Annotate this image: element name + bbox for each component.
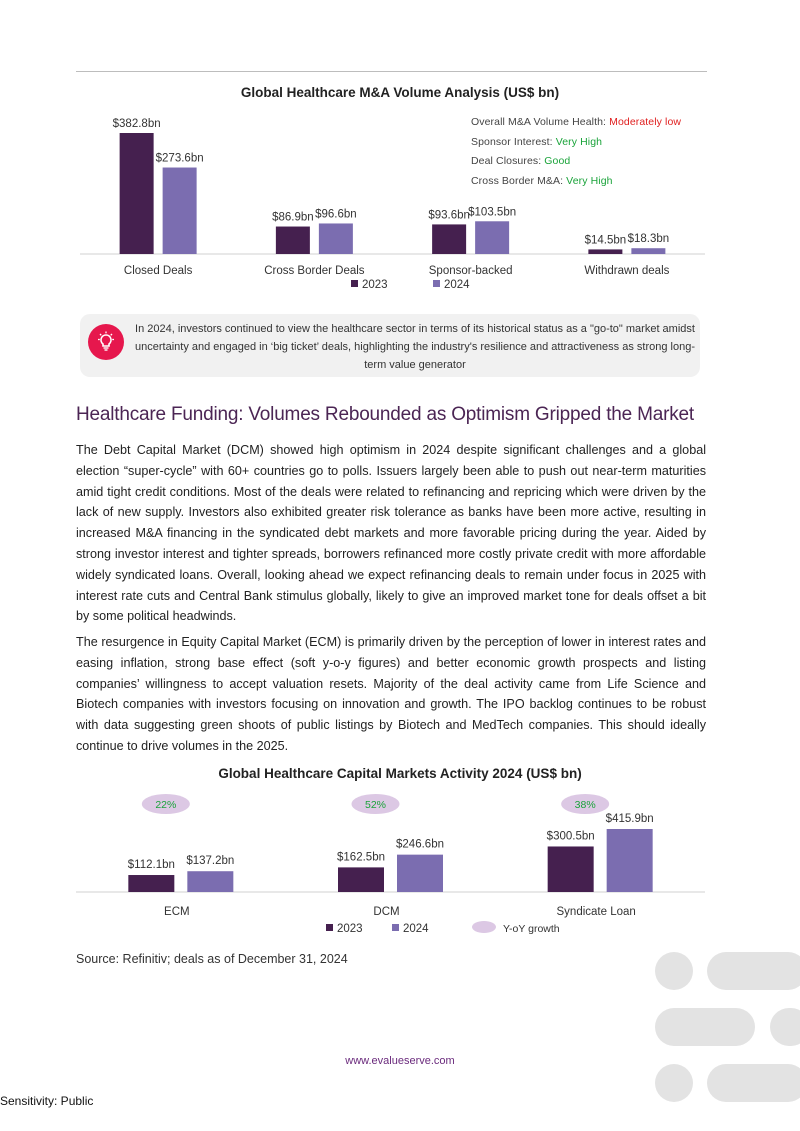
growth-label: 38% [574, 799, 596, 811]
health-sponsor: Sponsor Interest: Very High [471, 135, 603, 148]
health-closures: Deal Closures: Good [471, 155, 571, 167]
growth-label: 22% [155, 799, 177, 811]
legend-swatch-2024 [433, 280, 440, 287]
data-label: $93.6bn [428, 209, 470, 222]
chart2-title: Global Healthcare Capital Markets Activity 2024 (US$ bn) [218, 766, 582, 781]
data-label: $300.5bn [546, 830, 595, 843]
bar-2023 [276, 227, 310, 254]
decor-shape [770, 1008, 800, 1046]
bar-2023 [120, 133, 154, 254]
decor-shape [655, 1064, 693, 1102]
data-label: $112.1bn [127, 859, 175, 872]
bar-2024 [187, 871, 233, 892]
paragraph-ecm: The resurgence in Equity Capital Market (ECM) is primarily driven by the perception of lower in interest rates and easing inflation, strong base effect (soft y-o-y figures) and better economic growth prospects and listing companies’ willingness to accept valuation resets. Majority of the deal activity came from Life Science and Biotech companies with investors focusing on innovation and growth. The IPO backlog continues to be robust with data suggesting green shoots of public listings by Biotech and MedTech companies. This should ideally continue to drive volumes in the 2025. [76, 635, 706, 753]
decor-shape [655, 1008, 755, 1046]
decor-shape [707, 952, 800, 990]
bar-2024 [319, 223, 353, 254]
category-label: Sponsor-backed [428, 265, 513, 277]
bar-2023 [548, 846, 594, 892]
bar-2023 [432, 224, 466, 254]
callout-text: In 2024, investors continued to view the healthcare sector in terms of its historical status as a "go-to" market amidst uncertainty and engaged in ‘big ticket’ deals, highlighting the industry's resilience and attractiveness as strong long-term value generator [135, 323, 695, 371]
data-label: $415.9bn [605, 813, 654, 825]
legend-label: 2024 [444, 279, 470, 291]
legend-label: Y-oY growth [503, 923, 560, 935]
category-label: Cross Border Deals [264, 265, 365, 277]
sensitivity-label: Sensitivity: Public [0, 1094, 94, 1108]
data-label: $86.9bn [272, 211, 314, 224]
category-label: Syndicate Loan [556, 906, 636, 918]
bar-2023 [588, 249, 622, 254]
section-heading: Healthcare Funding: Volumes Rebounded as Optimism Gripped the Market [76, 404, 694, 425]
health-crossborder: Cross Border M&A: Very High [471, 174, 613, 187]
data-label: $14.5bn [584, 234, 627, 247]
growth-label: 52% [364, 799, 387, 811]
data-label: $103.5bn [468, 206, 517, 219]
bar-2023 [128, 875, 174, 892]
legend-label: 2023 [362, 279, 388, 291]
bar-2024 [163, 168, 197, 254]
data-label: $246.6bn [396, 838, 444, 851]
legend-label: 2024 [403, 923, 429, 935]
footer-url[interactable]: www.evalueserve.com [345, 1055, 455, 1067]
legend-label: 2023 [337, 923, 363, 935]
data-label: $382.8bn [112, 118, 161, 130]
lightbulb-icon [88, 324, 124, 360]
insight-callout [80, 314, 700, 377]
data-label: $273.6bn [155, 152, 204, 165]
decor-shape [707, 1064, 800, 1102]
bar-2023 [338, 867, 384, 892]
category-label: DCM [373, 906, 400, 918]
capital-markets-chart [0, 785, 800, 945]
decor-shape [655, 952, 693, 990]
data-label: $137.2bn [186, 855, 235, 868]
bar-2024 [607, 829, 653, 892]
source-note: Source: Refinitiv; deals as of December 31, 2024 [76, 952, 348, 966]
data-label: $162.5bn [337, 851, 385, 864]
legend-swatch-growth [472, 921, 496, 933]
bar-2024 [397, 855, 443, 892]
data-label: $18.3bn [627, 233, 670, 246]
data-label: $96.6bn [315, 208, 357, 221]
paragraph-dcm: The Debt Capital Market (DCM) showed high optimism in 2024 despite significant challenges and a global election “super-cycle” with 60+ countries go to polls. Issuers largely been able to push out near-term maturities amid tight credit conditions. Most of the deals were related to refinancing and repricing which were driven by the lack of new supply. Investors also exhibited greater risk tolerance as banks have been more active, resulting in increased M&A financing in the syndicated debt markets and more favorable pricing during the year. Aided by strong investor interest and tighter spreads, borrowers refinanced more costly private credit with more affordable widely syndicated loans. Overall, looking ahead we expect refinancing deals to remain under focus in 2025 with interest rate cuts and Central Bank stimulus globally, likely to give an improved market tone for deals offset a bit by some political headwinds. [76, 443, 706, 624]
legend-swatch-2024 [392, 924, 399, 931]
category-label: ECM [164, 906, 190, 918]
health-overall: Overall M&A Volume Health: Moderately low [471, 116, 682, 128]
category-label: Closed Deals [123, 265, 193, 277]
chart1-title: Global Healthcare M&A Volume Analysis (US$ bn) [240, 85, 560, 100]
bar-2024 [631, 248, 665, 254]
category-label: Withdrawn deals [584, 265, 670, 277]
legend-swatch-2023 [351, 280, 358, 287]
legend-swatch-2023 [326, 924, 333, 931]
health-indicators [471, 113, 681, 191]
bar-2024 [475, 221, 509, 254]
